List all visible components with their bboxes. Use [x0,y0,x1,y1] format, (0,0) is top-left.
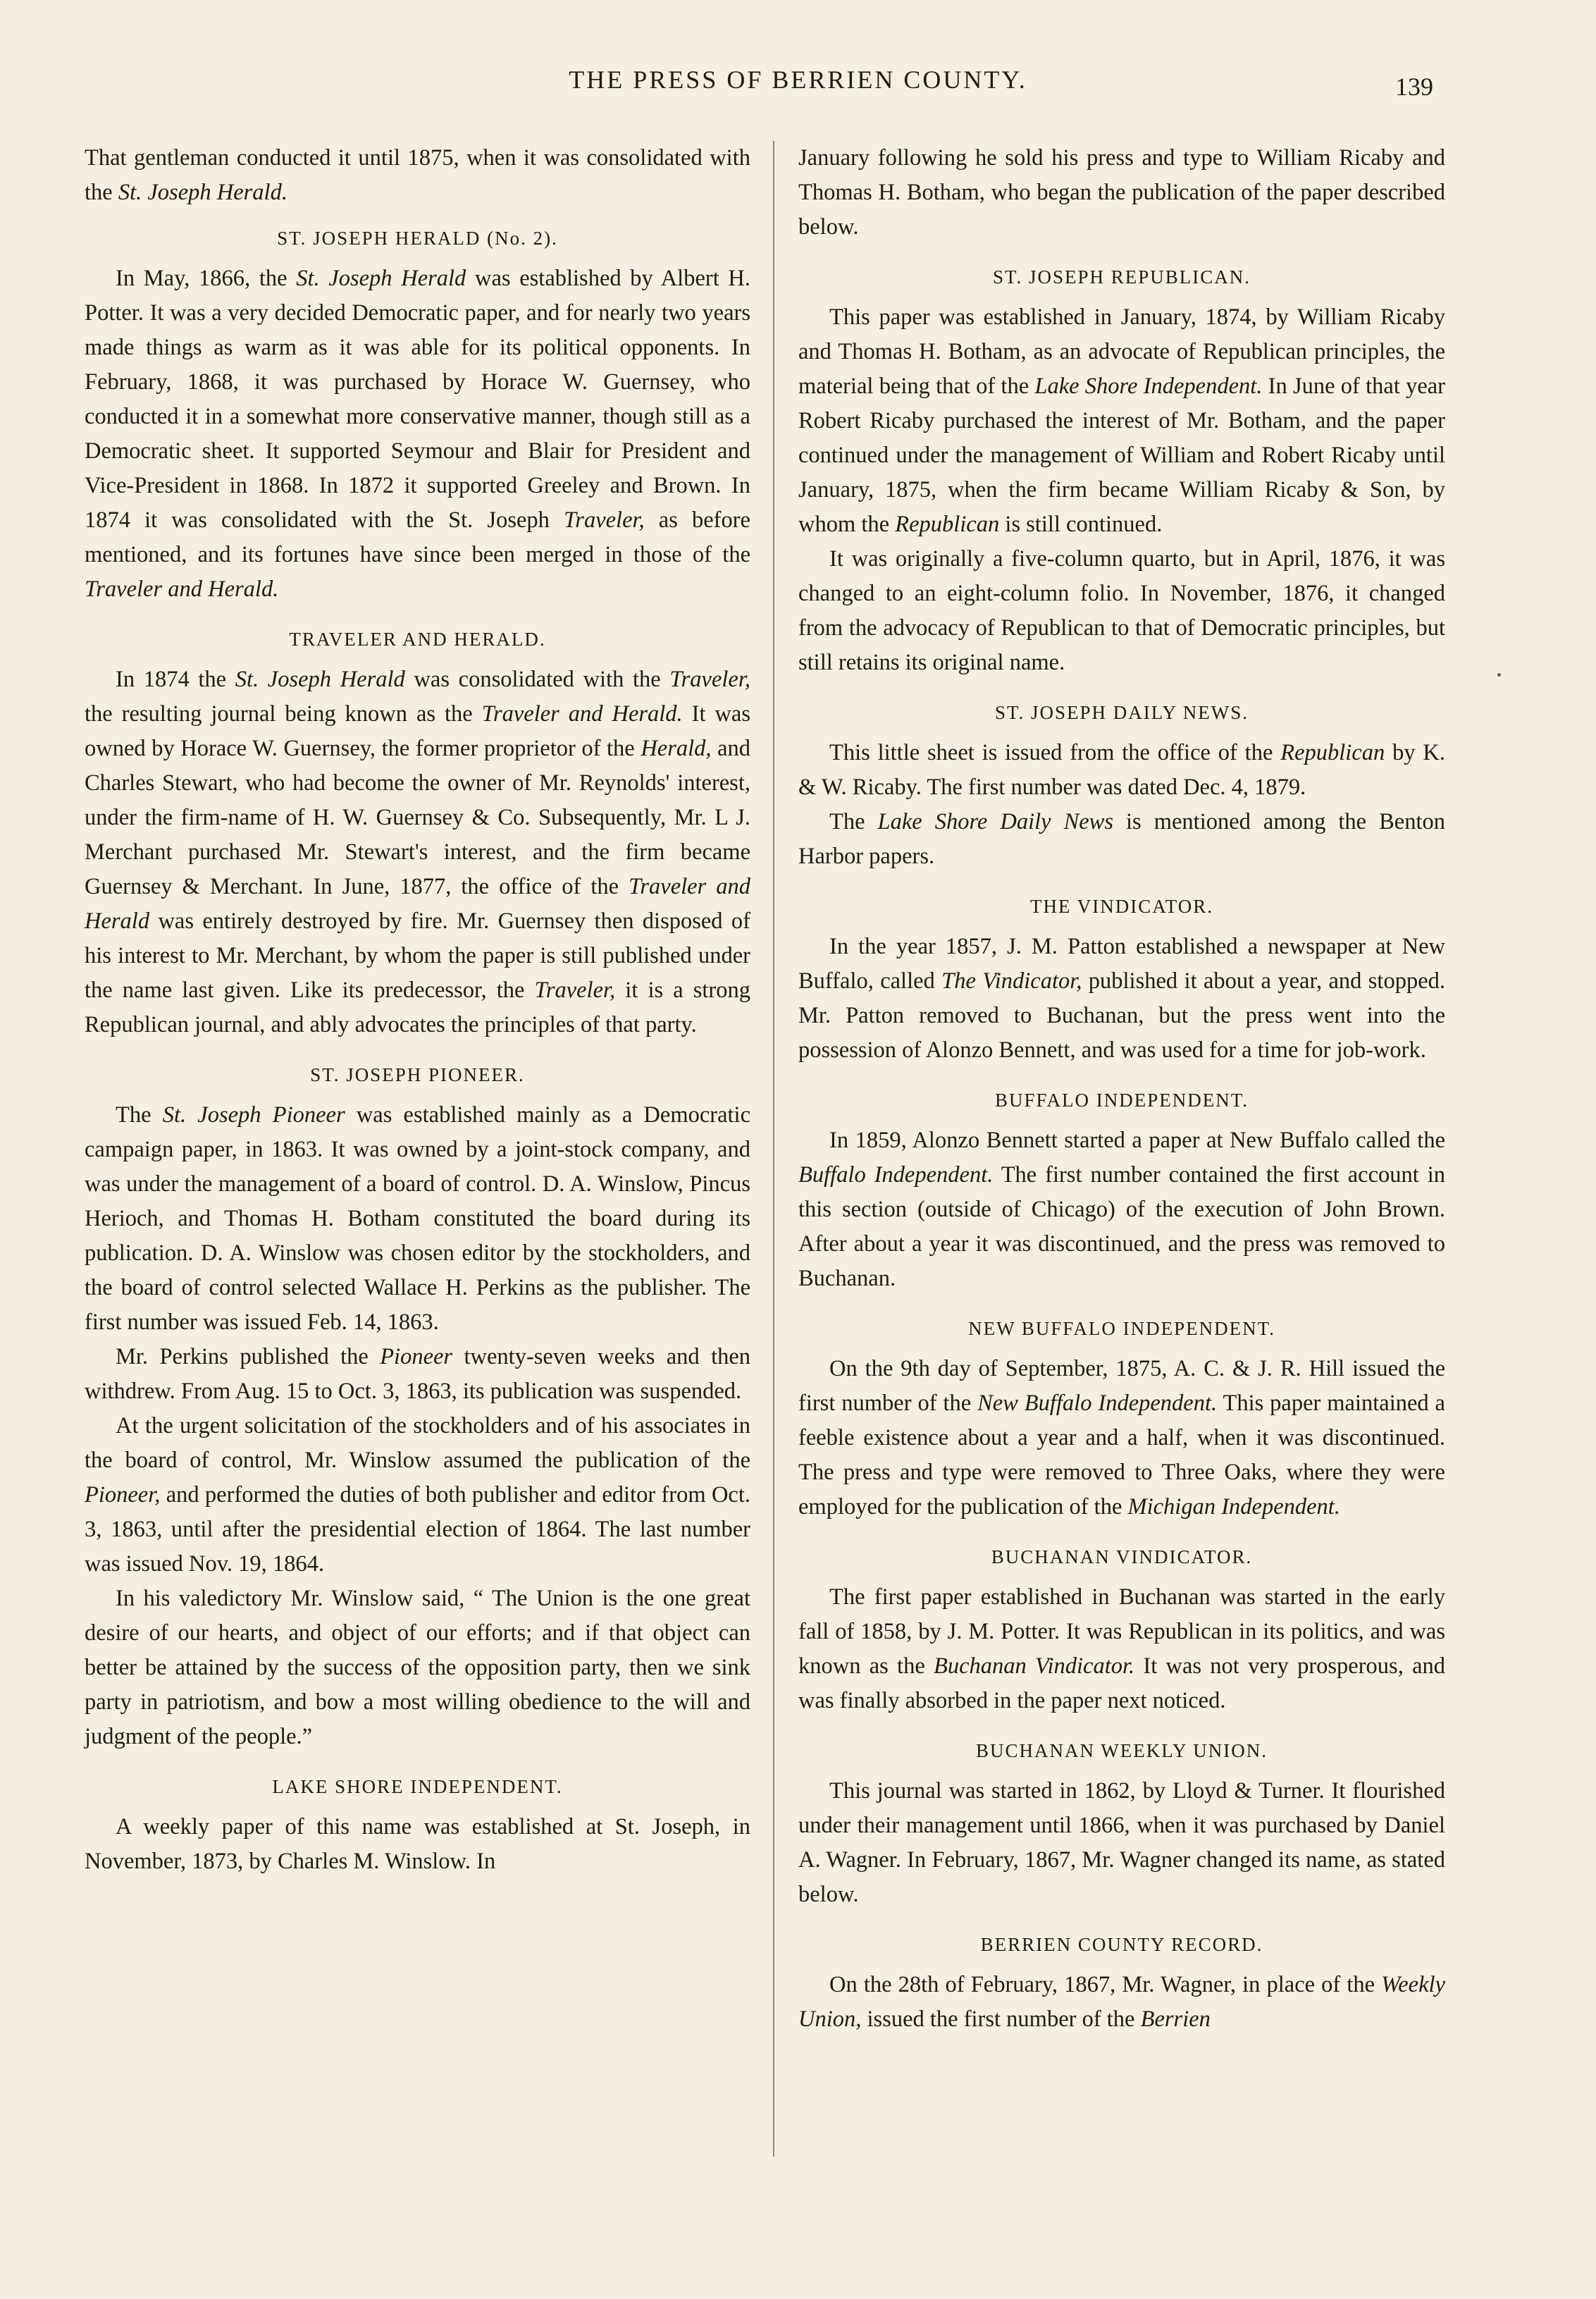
newspaper-title: Herald, [641,736,712,761]
newspaper-title: Traveler, [564,507,645,533]
paragraph: That gentleman conducted it until 1875, when it was consolidated with the St. Joseph Herald. [85,145,750,205]
newspaper-title: Traveler and Herald [85,874,750,934]
newspaper-title: Buffalo Independent. [798,1162,994,1188]
newspaper-title: Traveler, [534,978,616,1003]
newspaper-title: The Vindicator, [941,968,1082,994]
newspaper-title: Republican [1280,740,1385,765]
section-heading-traveler-and-herald: TRAVELER AND HERALD. [289,629,546,650]
section-heading-st-joseph-pioneer: ST. JOSEPH PIONEER. [310,1064,525,1085]
section-heading-berrien-county-record: BERRIEN COUNTY RECORD. [980,1934,1263,1955]
paragraph: January following he sold his press and type to William Ricaby and Thomas H. Botham, who began the publication of the paper described below. [798,145,1445,240]
newspaper-title: Traveler and Herald. [85,577,279,602]
newspaper-title: Pioneer, [85,1482,161,1508]
section-heading-st-joseph-republican: ST. JOSEPH REPUBLICAN. [992,266,1251,288]
paragraph: In May, 1866, the St. Joseph Herald was established by Albert H. Potter. It was a very decided Democratic paper, and for nearly two years made things as warm as it was able for its political opponents. In February, 1868, it was purchased by Horace W. Guernsey, who conducted it in a somewhat more conservative manner, though still as a Democratic sheet. It supported Seymour and Blair for President and Vice-President in 1868. In 1872 it supported Greeley and Brown. In 1874 it was consolidated with the St. Joseph Traveler, as before mentioned, and its fortunes have since been merged in those of the Traveler and Herald. [85,266,750,602]
paragraph: In the year 1857, J. M. Patton established a newspaper at New Buffalo, called The Vindicator, published it about a year, and stopped. Mr. Patton removed to Buchanan, but the press went into the possession of Alonzo Bennett, and was used for a time for job-work. [798,934,1445,1063]
paragraph: In 1874 the St. Joseph Herald was consolidated with the Traveler, the resulting journal being known as the Traveler and Herald. It was owned by Horace W. Guernsey, the former proprietor of the Herald, and Charles Stewart, who had become the owner of Mr. Reynolds' interest, under the firm-name of H. W. Guernsey & Co. Subsequently, Mr. L J. Merchant purchased Mr. Stewart's interest, and the firm became Guernsey & Merchant. In June, 1877, the office of the Traveler and Herald was entirely destroyed by fire. Mr. Guernsey then disposed of his interest to Mr. Merchant, by whom the paper is still published under the name last given. Like its predecessor, the Traveler, it is a strong Republican journal, and ably advocates the principles of that party. [85,667,751,1037]
paragraph: It was originally a five-column quarto, but in April, 1876, it was changed to an eight-column folio. In November, 1876, it changed from the advocacy of Republican to that of Democratic principles, but still retains its original name. [798,546,1445,675]
paragraph: The St. Joseph Pioneer was established mainly as a Democratic campaign paper, in 1863. It was owned by a joint-stock company, and was under the management of a board of control. D. A. Winslow, Pincus Herioch, and Thomas H. Botham constituted the board during its publication. D. A. Winslow was chosen editor by the stockholders, and the board of control selected Wallace H. Perkins as the publisher. The first number was issued Feb. 14, 1863. [85,1102,751,1335]
section-heading-buchanan-weekly-union: BUCHANAN WEEKLY UNION. [975,1740,1268,1761]
section-heading-new-buffalo-independent: NEW BUFFALO INDEPENDENT. [968,1318,1275,1339]
section-heading-lake-shore-independent: LAKE SHORE INDEPENDENT. [272,1776,563,1797]
newspaper-title: Republican [895,512,1000,537]
newspaper-title: St. Joseph Herald. [118,180,287,205]
paragraph: Mr. Perkins published the Pioneer twenty-seven weeks and then withdrew. From Aug. 15 to Oct. 3, 1863, its publication was suspended. [85,1344,751,1404]
paragraph: This paper was established in January, 1874, by William Ricaby and Thomas H. Botham, as an advocate of Republican principles, the material being that of the Lake Shore Independent. In June of that year Robert Ricaby purchased the interest of Mr. Botham, and the paper continued under the management of William and Robert Ricaby until January, 1875, when the firm became William Ricaby & Son, by whom the Republican is still continued. [798,304,1446,537]
paragraph: This little sheet is issued from the office of the Republican by K. & W. Ricaby. The first number was dated Dec. 4, 1879. [798,740,1446,800]
paragraph: A weekly paper of this name was established at St. Joseph, in November, 1873, by Charles M. Winslow. In [85,1814,750,1874]
newspaper-title: Michigan Independent. [1127,1494,1340,1520]
paragraph: The Lake Shore Daily News is mentioned among the Benton Harbor papers. [798,809,1445,869]
newspaper-title: St. Joseph Pioneer [162,1102,345,1128]
section-heading-buffalo-independent: BUFFALO INDEPENDENT. [995,1090,1249,1111]
newspaper-title: Traveler, [669,667,751,692]
newspaper-title: New Buffalo Independent. [977,1391,1218,1416]
newspaper-title: Berrien [1140,2007,1211,2032]
section-heading-buchanan-vindicator: BUCHANAN VINDICATOR. [991,1546,1253,1567]
newspaper-title: Weekly Union, [798,1972,1445,2032]
section-heading-st-joseph-daily-news: ST. JOSEPH DAILY NEWS. [994,702,1249,723]
newspaper-title: Traveler and Herald. [481,701,683,727]
section-heading-the-vindicator: THE VINDICATOR. [1029,896,1213,917]
newspaper-title: Buchanan Vindicator. [934,1653,1135,1679]
paragraph: This journal was started in 1862, by Lloyd & Turner. It flourished under their management until 1866, when it was purchased by Daniel A. Wagner. In February, 1867, Mr. Wagner changed its name, as stated below. [798,1778,1445,1907]
newspaper-title: Pioneer [380,1344,453,1369]
left-column [85,141,750,1879]
ink-speck [1497,673,1501,677]
newspaper-title: Lake Shore Independent. [1034,374,1263,399]
paragraph: At the urgent solicitation of the stockholders and of his associates in the board of control, Mr. Winslow assumed the publication of the Pioneer, and performed the duties of both publisher and editor from Oct. 3, 1863, until after the presidential election of 1864. The last number was issued Nov. 19, 1864. [85,1413,751,1577]
paragraph: On the 28th of February, 1867, Mr. Wagner, in place of the Weekly Union, issued the first number of the Berrien [798,1972,1445,2032]
right-column [798,141,1445,2037]
paragraph: In 1859, Alonzo Bennett started a paper at New Buffalo called the Buffalo Independent. The first number contained the first account in this section (outside of Chicago) of the execution of John Brown. After about a year it was discontinued, and the press was removed to Buchanan. [798,1128,1445,1291]
column-divider [773,141,774,2157]
paragraph: The first paper established in Buchanan was started in the early fall of 1858, by J. M. Potter. It was Republican in its politics, and was known as the Buchanan Vindicator. It was not very prosperous, and was finally absorbed in the paper next noticed. [798,1584,1445,1713]
paragraph: In his valedictory Mr. Winslow said, “ The Union is the one great desire of our hearts, and object of our efforts; and if that object can better be attained by the success of the opposition party, then we sink party in patriotism, and bow a most willing obedience to the will and judgment of the people.” [85,1586,750,1749]
running-title: THE PRESS OF BERRIEN COUNTY. [569,66,1027,94]
page-number: 139 [1395,73,1433,101]
newspaper-title: St. Joseph Herald [296,266,466,291]
section-heading-st-joseph-herald: ST. JOSEPH HERALD (No. 2). [277,228,558,249]
newspaper-title: St. Joseph Herald [235,667,405,692]
newspaper-title: Lake Shore Daily News [877,809,1114,834]
paragraph: On the 9th day of September, 1875, A. C. & J. R. Hill issued the first number of the New Buffalo Independent. This paper maintained a feeble existence about a year and a half, when it was discontinued. The press and type were removed to Three Oaks, where they were employed for the publication of the Michigan Independent. [798,1356,1445,1520]
